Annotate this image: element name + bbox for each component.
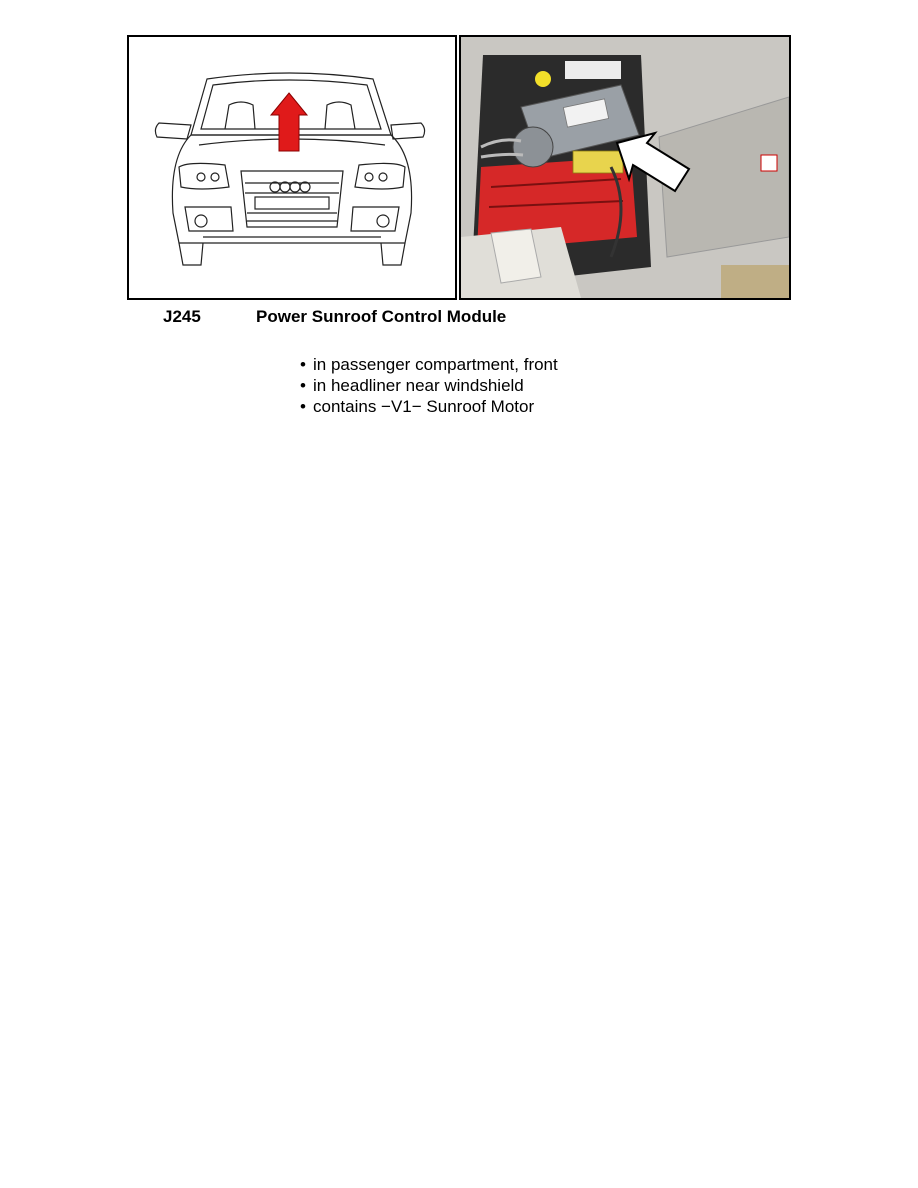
car-front-drawing bbox=[129, 37, 455, 298]
location-notes-list bbox=[300, 354, 558, 417]
bullet-icon: • bbox=[300, 355, 306, 374]
component-code: J245 bbox=[163, 307, 201, 326]
module-location-photo bbox=[459, 35, 791, 300]
bullet-icon: • bbox=[300, 376, 306, 395]
list-item: • in passenger compartment, front bbox=[300, 355, 558, 374]
component-name: Power Sunroof Control Module bbox=[256, 307, 507, 326]
arrow-up-icon bbox=[271, 93, 307, 151]
module-photo-drawing bbox=[461, 37, 789, 298]
list-item: • contains −V1− Sunroof Motor bbox=[300, 397, 535, 416]
vehicle-front-illustration bbox=[127, 35, 457, 300]
bullet-icon: • bbox=[300, 397, 306, 416]
list-item: • in headliner near windshield bbox=[300, 376, 524, 395]
